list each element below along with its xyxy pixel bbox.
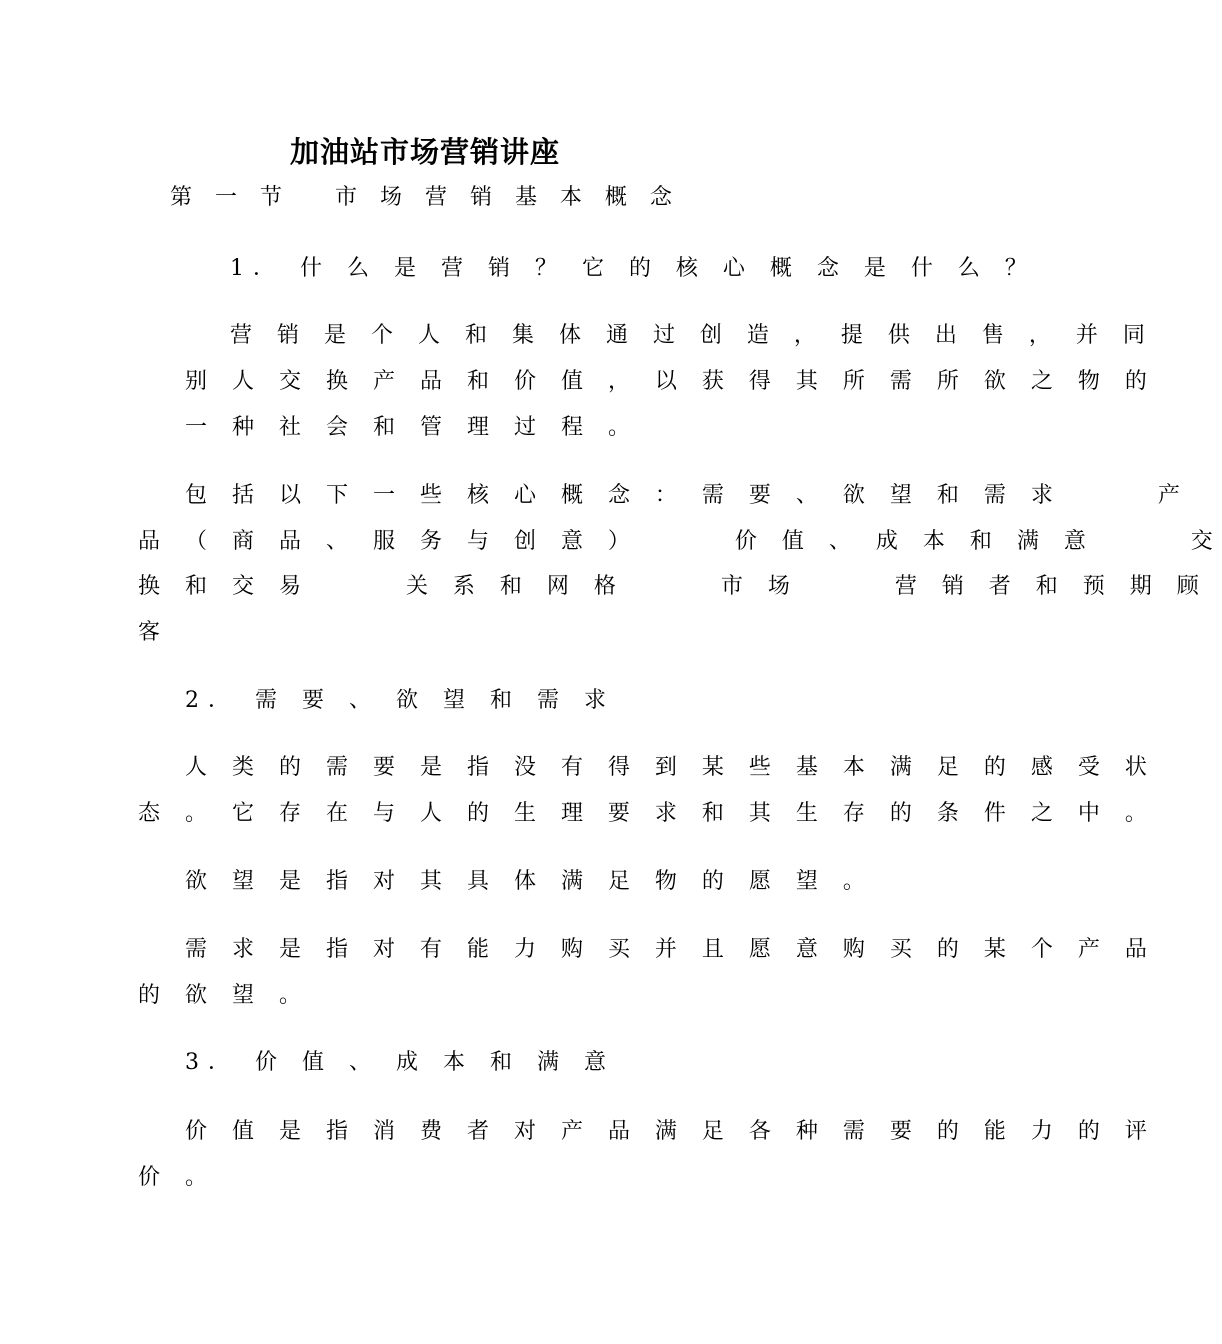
paragraph-5-line-1: 需 求 是 指 对 有 能 力 购 买 并 且 愿 意 购 买 的 某 个 产 品 bbox=[185, 937, 1156, 962]
paragraph-2-line-3: 换 和 交 易 关 系 和 网 格 市 场 营 销 者 和 预 期 顾 bbox=[138, 574, 1208, 599]
paragraph-3-line-2: 态 。 它 存 在 与 人 的 生 理 要 求 和 其 生 存 的 条 件 之 中 。 bbox=[138, 801, 1156, 826]
question-1-heading: 1． 什 么 是 营 销 ？ 它 的 核 心 概 念 是 什 么 ？ bbox=[230, 256, 1036, 281]
paragraph-1-line-1: 营 销 是 个 人 和 集 体 通 过 创 造 ， 提 供 出 售 ， 并 同 bbox=[230, 323, 1154, 348]
question-2-heading: 2． 需 要 、 欲 望 和 需 求 bbox=[185, 688, 615, 713]
paragraph-1-line-2: 别 人 交 换 产 品 和 价 值 ， 以 获 得 其 所 需 所 欲 之 物 的 bbox=[185, 369, 1156, 394]
document-title: 加油站市场营销讲座 bbox=[290, 135, 561, 169]
paragraph-6-line-2: 价 。 bbox=[138, 1165, 216, 1190]
paragraph-4: 欲 望 是 指 对 其 具 体 满 足 物 的 愿 望 。 bbox=[185, 869, 874, 894]
paragraph-2-line-4: 客 bbox=[138, 620, 170, 645]
section-heading: 第 一 节 市 场 营 销 基 本 概 念 bbox=[170, 185, 680, 210]
paragraph-6-line-1: 价 值 是 指 消 费 者 对 产 品 满 足 各 种 需 要 的 能 力 的 评 bbox=[185, 1119, 1156, 1144]
paragraph-3-line-1: 人 类 的 需 要 是 指 没 有 得 到 某 些 基 本 满 足 的 感 受 状 bbox=[185, 755, 1156, 780]
paragraph-1-line-3: 一 种 社 会 和 管 理 过 程 。 bbox=[185, 415, 639, 440]
paragraph-5-line-2: 的 欲 望 。 bbox=[138, 983, 310, 1008]
question-3-heading: 3． 价 值 、 成 本 和 满 意 bbox=[185, 1050, 615, 1075]
paragraph-2-line-2: 品 （ 商 品 、 服 务 与 创 意 ） 价 值 、 成 本 和 满 意 交 bbox=[138, 529, 1222, 554]
paragraph-2-line-1: 包 括 以 下 一 些 核 心 概 念 ： 需 要 、 欲 望 和 需 求 产 bbox=[185, 483, 1189, 508]
